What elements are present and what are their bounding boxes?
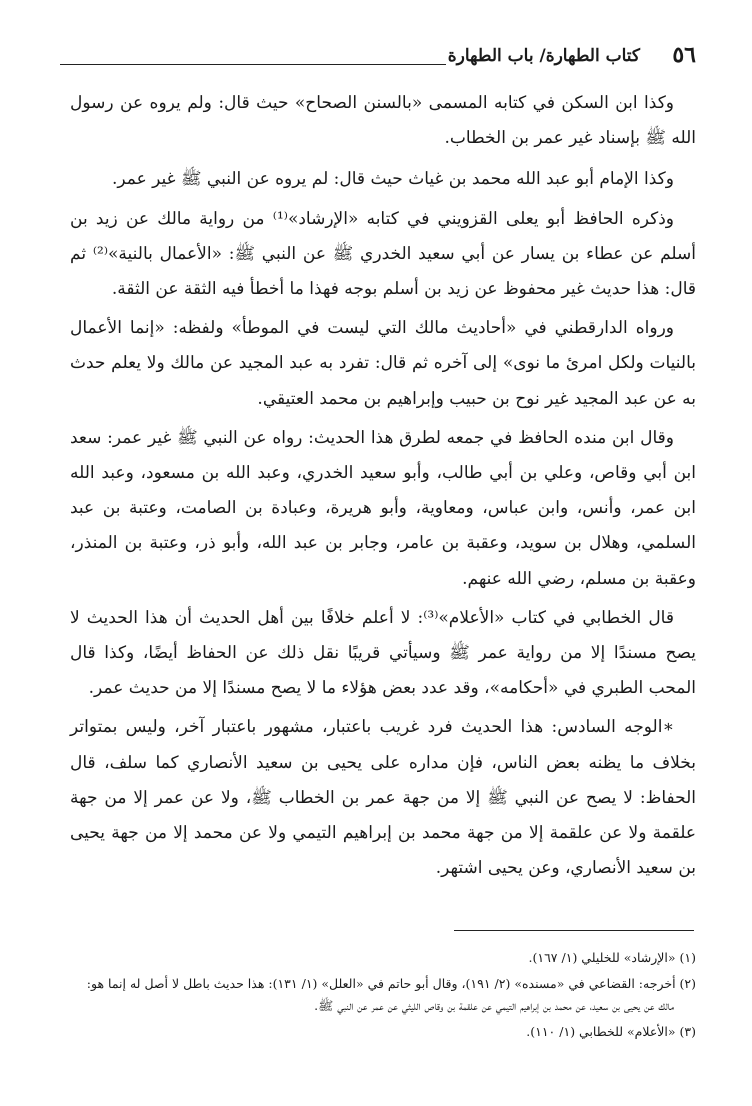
paragraph-ibn-ghiyath: وكذا الإمام أبو عبد الله محمد بن غياث حيث قال: لم يروه عن النبي ﷺ غير عمر.: [112, 169, 674, 190]
paragraph-sixth-aspect: ∗ الوجه السادس: هذا الحديث فرد غريب باعتبار، مشهور باعتبار آخر، وليس بمتواتر بخلاف ما يظنه بعض الناس، فإن مداره على يحيى بن سعيد الأنصاري كما سلف، قال الحفاظ: لا يصح عن النبي ﷺ إلا من جهة عمر بن الخطاب ﷺ، ولا عن عمر إلا من جهة علقمة ولا عن علقمة إلا من جهة محمد بن إبراهيم التيمي ولا عن محمد إلا من جهة يحيى بن سعيد الأنصاري، وعن يحيى اشتهر.: [70, 710, 696, 886]
footnotes: [60, 948, 696, 1048]
paragraph-khattabi: قال الخطابي في كتاب «الأعلام»⁽³⁾: لا أعلم خلافًا بين أهل الحديث أن هذا الحديث لا يصح مسندًا إلا من رواية عمر ﷺ وسيأتي قريبًا نقل ذلك عن الحفاظ أيضًا، وكذا قال المحب الطبري في «أحكامه»، وقد عدد بعض هؤلاء ما لا يصح مسندًا إلا من حديث عمر.: [70, 607, 696, 699]
footnote-3: (٣) «الأعلام» للخطابي (١/ ١١٠).: [526, 1024, 696, 1039]
paragraph-daraqutni: ورواه الدارقطني في «أحاديث مالك التي ليست في الموطأ» ولفظه: «إنما الأعمال بالنيات ولكل امرئ ما نوى» إلى آخره ثم قال: تفرد به عبد المجيد عن مالك ولا يعلم حدث به عن عبد المجيد غير نوح بن حبيب وإبراهيم بن محمد العتيقي.: [70, 318, 696, 409]
header-rule: [60, 64, 446, 65]
running-header: [60, 42, 696, 76]
footnote-2: (٢) أخرجه: القضاعي في «مسنده» (٢/ ١٩١)، وقال أبو حاتم في «العلل» (١/ ١٣١): هذا حديث باطل لا أصل له إنما هو:: [86, 976, 696, 991]
footnote-separator: [454, 930, 694, 931]
running-title: كتاب الطهارة/ باب الطهارة: [447, 46, 640, 66]
page-number: ٥٦: [672, 42, 696, 68]
main-text: [70, 86, 696, 890]
footnote-2-continuation: مالك عن يحيى بن سعيد، عن محمد بن إبراهيم التيمي عن علقمة بن وقاص الليثي عن عمر عن النبي ﷺ.: [314, 998, 674, 1013]
paragraph-ibn-mandah: وقال ابن منده الحافظ في جمعه لطرق هذا الحديث: رواه عن النبي ﷺ غير عمر: سعد ابن أبي وقاص، وعلي بن أبي طالب، وأبو سعيد الخدري، وعبد الله بن مسعود، وعبد الله ابن عمر، وأنس، وابن عباس، ومعاوية، وأبو هريرة، وعبادة بن الصامت، وعتبة بن عبد السلمي، وهلال بن سويد، وعقبة بن عامر، وجابر بن عبد الله، وأبو ذر، وعتبة بن المنذر، وعقبة بن مسلم، رضي الله عنهم.: [70, 427, 696, 589]
paragraph-qazwini: وذكره الحافظ أبو يعلى القزويني في كتابه «الإرشاد»⁽¹⁾ من رواية مالك عن زيد بن أسلم عن عطاء بن يسار عن أبي سعيد الخدري ﷺ عن النبي ﷺ: «الأعمال بالنية»⁽²⁾ ثم قال: هذا حديث غير محفوظ عن زيد بن أسلم بوجه فهذا ما أخطأ فيه الثقة عن الثقة.: [70, 208, 696, 300]
footnote-1: (١) «الإرشاد» للخليلي (١/ ١٦٧).: [528, 950, 696, 965]
paragraph-ibn-al-sakan: وكذا ابن السكن في كتابه المسمى «بالسنن الصحاح» حيث قال: ولم يروه عن رسول الله ﷺ بإسناد غير عمر بن الخطاب.: [70, 93, 696, 149]
